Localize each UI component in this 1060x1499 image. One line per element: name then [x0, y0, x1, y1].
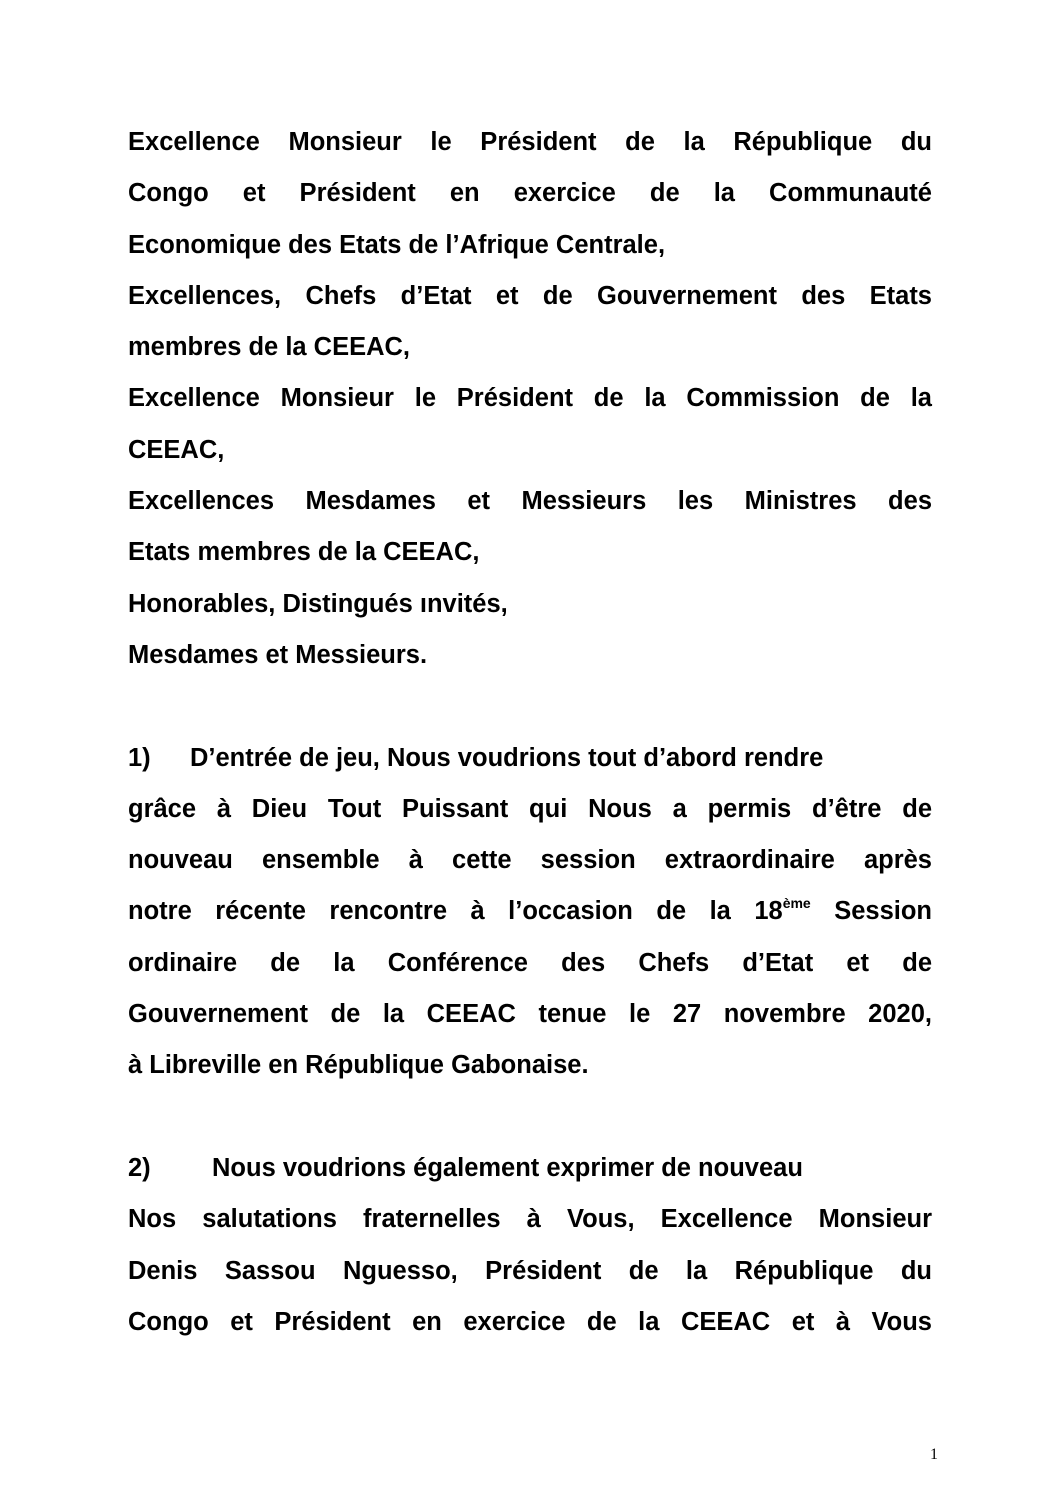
page-number: 1	[930, 1446, 938, 1463]
salutation-line: Etats membres de la CEEAC,	[128, 538, 480, 567]
paragraph-line	[128, 733, 932, 784]
paragraph-spacer	[128, 681, 932, 732]
paragraph-line	[128, 886, 932, 937]
paragraph-line: grâce à Dieu Tout Puissant qui Nous a permis d’être de	[128, 794, 932, 823]
paragraph-line-text: D’entrée de jeu, Nous voudrions tout d’abord rendre	[190, 743, 824, 772]
salutation-line: membres de la CEEAC,	[128, 333, 411, 362]
paragraph-line: Congo et Président en exercice de la CEEAC et à Vous	[128, 1307, 932, 1336]
salutation-line: Mesdames et Messieurs.	[128, 640, 428, 669]
ordinal-superscript: ème	[782, 895, 811, 912]
paragraph-number: 2)	[128, 1153, 151, 1182]
salutation-line: CEEAC,	[128, 435, 225, 464]
paragraph-line-text: notre récente rencontre à l’occasion de la 18	[128, 897, 783, 926]
salutation-line: Economique des Etats de l’Afrique Centrale,	[128, 230, 666, 259]
paragraph-spacer	[128, 1092, 932, 1143]
salutation-line: Honorables, Distingués ınvités,	[128, 589, 508, 618]
paragraph-line-text: Nous voudrions également exprimer de nouveau	[212, 1153, 803, 1182]
paragraph-line: Nos salutations fraternelles à Vous, Excellence Monsieur	[128, 1205, 932, 1234]
salutations-block	[128, 117, 932, 681]
salutation-line: Excellences, Chefs d’Etat et de Gouvernement des Etats	[128, 281, 932, 310]
paragraph-line: ordinaire de la Conférence des Chefs d’Etat et de	[128, 948, 932, 977]
salutation-line: Excellence Monsieur le Président de la Commission de la	[128, 384, 932, 413]
paragraph-2	[128, 1143, 932, 1348]
speech-body	[128, 117, 932, 1348]
salutation-line: Excellence Monsieur le Président de la République du	[128, 128, 932, 156]
paragraph-line-text: Session	[810, 897, 932, 926]
paragraph-line	[128, 1143, 932, 1194]
salutation-line: Congo et Président en exercice de la Communauté	[128, 179, 932, 208]
paragraph-1	[128, 733, 932, 1092]
salutation-line: Excellences Mesdames et Messieurs les Ministres des	[128, 487, 932, 516]
paragraph-line: Denis Sassou Nguesso, Président de la République du	[128, 1256, 932, 1285]
paragraph-line: à Libreville en République Gabonaise.	[128, 1051, 589, 1080]
paragraph-line: Gouvernement de la CEEAC tenue le 27 novembre 2020,	[128, 1000, 932, 1029]
paragraph-number: 1)	[128, 743, 151, 772]
paragraph-line: nouveau ensemble à cette session extraordinaire après	[128, 846, 932, 875]
